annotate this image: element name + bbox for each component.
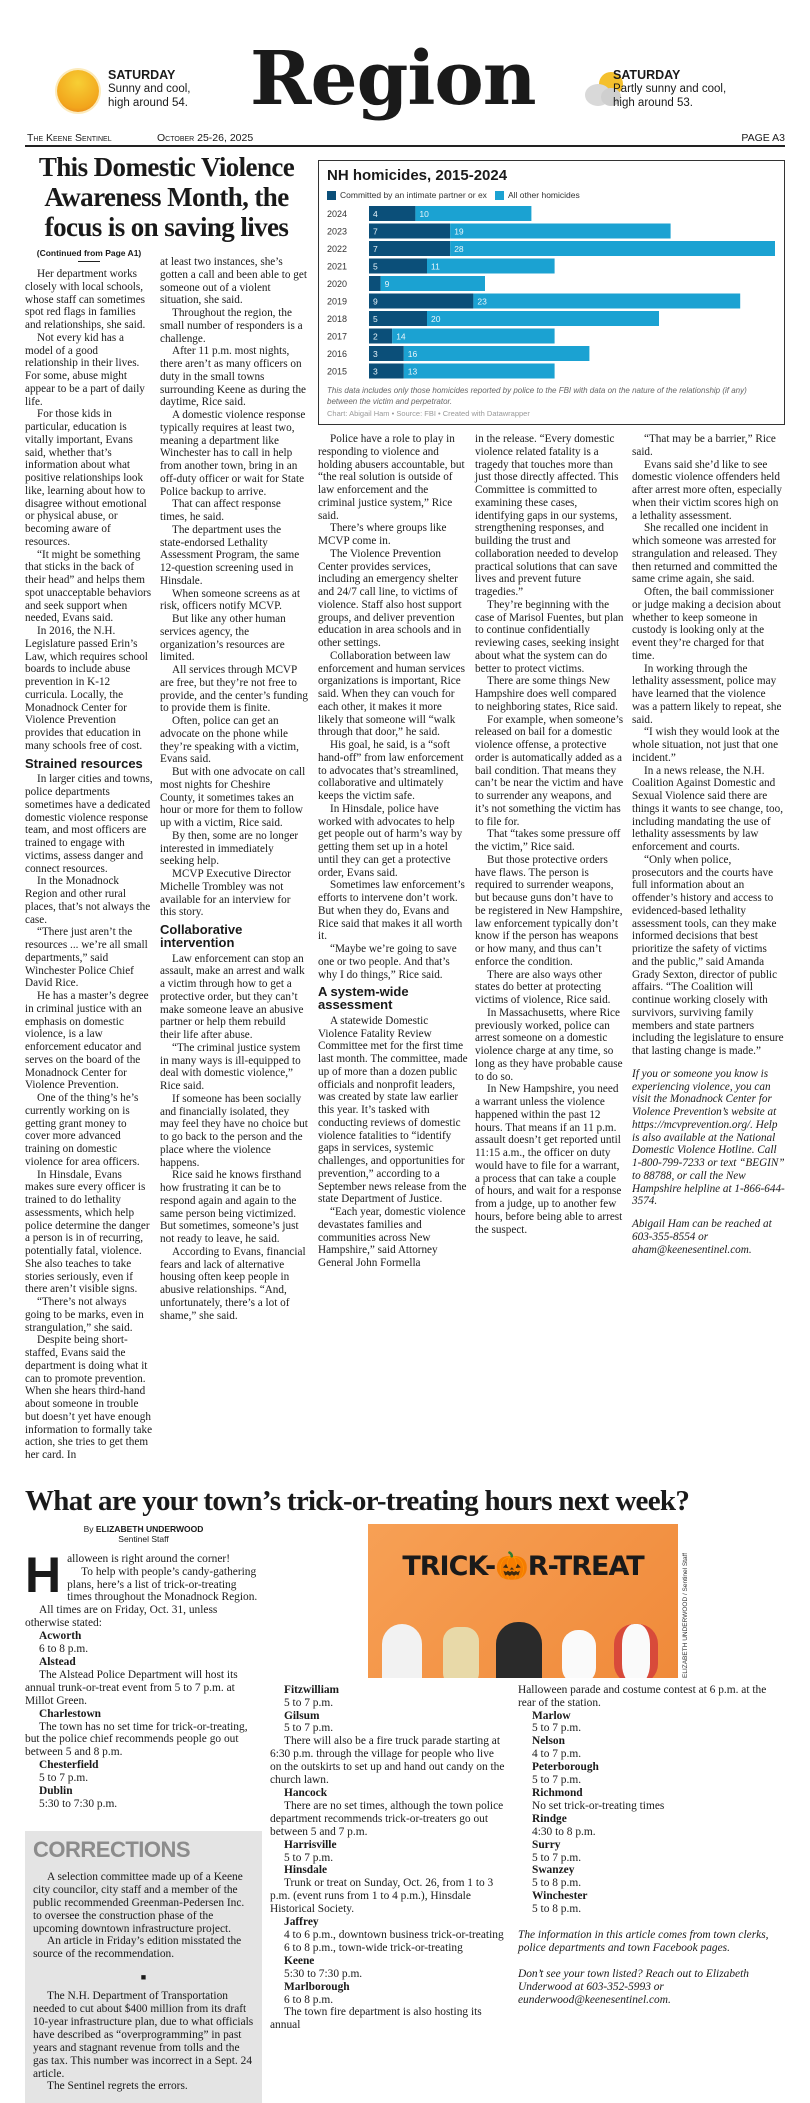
paragraph: They’re beginning with the case of Marisol Fuentes, but plan to continue confidentially reviewing cases, seeking insight about what the system can do better to protect victims. — [475, 598, 624, 675]
reaper-figure — [496, 1622, 542, 1678]
bar-intimate-partner — [369, 276, 381, 291]
paragraph: There are also ways other states do better at protecting victims of violence, Rice said. — [475, 968, 611, 1006]
bar-value-label: 3 — [373, 366, 378, 377]
town-name: Dublin — [39, 1785, 73, 1798]
town-hours: 5 to 7 p.m. — [284, 1851, 334, 1864]
town-name: Keene — [284, 1954, 315, 1967]
story2-headline: What are your town’s trick-or-treating hours next week? — [25, 1484, 690, 1517]
story2-col-3 — [518, 1684, 785, 2007]
town-hours: 5 to 7 p.m. — [532, 1851, 582, 1864]
bar-value-label: 5 — [373, 314, 378, 324]
paragraph: in the release. “Every domestic violence related fatality is a tragedy that touches more than just those directly affected. This Committee is committed to examining these cases, identifying gaps in our systems, strengthening responses, and building the trust and collaboration needed to develop practical solutions that can save lives and prevent future tragedies.” — [475, 433, 619, 598]
paragraph: In a news release, the N.H. Coalition Against Domestic and Sexual Violence said there are things it wants to see change, too, including mandating the use of lethality assessments by law enforcement and courts. — [632, 764, 784, 853]
byline — [25, 1524, 262, 1545]
year-tick-label: 2019 — [327, 296, 348, 307]
bar-value-label: 9 — [384, 279, 390, 289]
chart-note: This data includes only those homicides reported by police to the FBI with data on the nature of the relationship (if any) between the victim and perpetrator. — [327, 386, 747, 406]
town-hours: The Alstead Police Department will host its annual trunk-or-treat event from 5 to 7 p.m. at Millot Green. — [25, 1668, 238, 1707]
chart-legend — [327, 190, 776, 200]
story-col-4 — [475, 433, 625, 1236]
ghost-figure — [382, 1624, 422, 1678]
weather-high: high around 54. — [108, 97, 188, 109]
paragraph: A statewide Domestic Violence Fatality Review Committee met for the first time last month. The committee, made up of more than a dozen public officials and nonprofit leaders, was created by state law earlier this year. It’s tasked with conducting reviews of domestic violence fatalities to “identify gaps in services, systemic challenges, and opportunities for prevention,” according to a September news release from the state Department of Justice. — [318, 1014, 468, 1206]
paragraph: Often, the bail commissioner or judge making a decision about whether to keep someone in custody is looking only at the event they’re charged for that time. — [632, 586, 781, 662]
paragraph: The department uses the state-endorsed Lethality Assessment Program, the same 12-question screening used in Hinsdale. — [160, 523, 300, 587]
paragraph: According to Evans, financial fears and lack of alternative housing often keep people in abusive relationships. “And, unfortunately, there’s a lot of shame,” she said. — [160, 1245, 306, 1322]
issue-date: October 25-26, 2025 — [157, 132, 254, 144]
year-tick-label: 2020 — [327, 279, 348, 289]
town-hours: No set trick-or-treating times — [532, 1799, 665, 1812]
header-rule — [25, 145, 785, 147]
town-hours: 5 to 7 p.m. — [532, 1774, 582, 1787]
paragraph: In the Monadnock Region and other rural places, that’s not always the case. — [25, 875, 151, 926]
town-hours: 6 to 8 p.m., town-wide trick-or-treating — [284, 1941, 463, 1954]
year-tick-label: 2021 — [327, 261, 348, 272]
town-name: Marlow — [532, 1709, 571, 1722]
town-hours: 5 to 7 p.m. — [284, 1722, 334, 1735]
paper-name: The Keene Sentinel — [27, 132, 112, 144]
story2-col-2 — [270, 1684, 508, 2032]
year-tick-label: 2016 — [327, 349, 348, 359]
paragraph: Throughout the region, the small number of responders is a challenge. — [160, 307, 303, 345]
year-tick-label: 2023 — [327, 226, 348, 237]
drop-cap: H — [25, 1546, 62, 1603]
story-col-5 — [632, 433, 785, 1256]
bar-value-label: 10 — [419, 209, 429, 219]
intro-2: To help with people’s candy-gathering plans, here’s a list of trick-or-treating times throughout the Monadnock Region. — [67, 1565, 258, 1604]
town-hours: There are no set times, although the town police department recommends trick-or-treaters go out between 5 and 7 p.m. — [270, 1799, 504, 1838]
trick-or-treat-illustration — [368, 1524, 678, 1678]
bar-value-label: 5 — [373, 261, 378, 272]
homicides-chart — [318, 160, 785, 425]
town-continued: Halloween parade and costume contest at 6 p.m. at the rear of the station. — [518, 1683, 767, 1709]
town-name: Jaffrey — [284, 1916, 319, 1929]
bar-value-label: 23 — [477, 296, 487, 307]
illustration-lettering: TRICK-🎃R-TREAT — [402, 1550, 644, 1582]
town-hours: There will also be a fire truck parade starting at 6:30 p.m. through the village for people who live on the outskirts to set up and hand out candy on the church lawn. — [270, 1735, 505, 1787]
legend-label-other: All other homicides — [507, 190, 580, 200]
story-headline: This Domestic Violence Awareness Month, the focus is on saving lives — [38, 152, 295, 242]
year-tick-label: 2017 — [327, 331, 348, 342]
paragraph: But with one advocate on call most nights for Cheshire County, it sometimes takes an hour or more for them to follow up with a victim, Rice said. — [160, 766, 306, 829]
subheading: A system-wide assessment — [318, 984, 409, 1012]
town-hours: 5:30 to 7:30 p.m. — [284, 1967, 363, 1980]
paragraph: Rice said he knows firsthand how frustrating it can be to respond again and again to the same person being victimized. But sometimes, someone’s just not ready to leave, he said. — [160, 1169, 302, 1245]
weather-high: high around 53. — [613, 97, 693, 109]
town-name: Hinsdale — [284, 1864, 328, 1877]
paragraph: All services through MCVP are free, but they’re not free to provide, and the center’s funding to provide them is finite. — [160, 664, 308, 715]
chart-credit: Chart: Abigail Ham • Source: FBI • Created with Datawrapper — [327, 409, 530, 418]
subheading: Strained resources — [25, 755, 143, 771]
paragraph: The Violence Prevention Center provides services, including an emergency shelter and 24/7 call line, to victims of violence. Staff also host support groups, and deliver prevention education in area schools and in other settings. — [318, 547, 462, 649]
story1 — [25, 150, 785, 1462]
paragraph: Police have a role to play in responding to violence and holding abusers accountable, but “the real solution is outside of law enforcement and the criminal justice system,” Rice said. — [318, 433, 465, 522]
town-name: Chesterfield — [39, 1759, 99, 1772]
town-name: Peterborough — [532, 1761, 599, 1774]
town-hours: The town fire department is also hosting its annual — [270, 2006, 482, 2032]
weather-left — [108, 68, 190, 110]
town-hours: 5:30 to 7:30 p.m. — [39, 1797, 118, 1810]
paragraph: Often, police can get an advocate on the phone while they’re speaking with a victim, Evans said. — [160, 715, 299, 766]
paragraph: There’s where groups like MCVP come in. — [318, 522, 447, 547]
paragraph: Abigail Ham can be reached at 603-355-8554 or aham@keenesentinel.com. — [632, 1218, 772, 1256]
subheading: Collaborative intervention — [160, 922, 243, 950]
paragraph: When someone screens as at risk, officers notify MCVP. — [160, 587, 300, 613]
clown-figure — [614, 1624, 658, 1678]
bar-value-label: 16 — [407, 349, 418, 359]
town-name: Fitzwilliam — [284, 1683, 340, 1696]
paragraph: She recalled one incident in which someone was arrested for strangulation and released. They then returned and committed the same crime again, she said. — [632, 522, 778, 586]
town-hours: 4 to 7 p.m. — [532, 1748, 582, 1761]
chart-plot — [327, 204, 777, 384]
byline-prefix: By — [83, 1523, 94, 1534]
bar-other-homicides — [381, 276, 485, 291]
intro-1: alloween is right around the corner! — [67, 1552, 230, 1565]
bar-value-label: 13 — [407, 366, 418, 377]
paragraph: “The criminal justice system in many ways is ill-equipped to deal with domestic violence,” Rice said. — [160, 1041, 301, 1092]
story-col-2 — [160, 256, 308, 1322]
bar-value-label: 7 — [373, 244, 378, 254]
year-tick-label: 2024 — [327, 209, 348, 219]
town-name: Swanzey — [532, 1864, 575, 1877]
paragraph: For those kids in particular, education is vitally important, Evans said, whether that’s information about what positive relationships look like, learning about how to disagree without emotional or physical abuse, or becoming aware of resources. — [25, 408, 147, 548]
corrections-title: CORRECTIONS — [33, 1836, 191, 1862]
town-name: Richmond — [532, 1787, 583, 1799]
paragraph: Despite being short-staffed, Evans said the department is doing what it can to promote prevention. When she hears third-hand about someone in trouble but doesn’t yet have enough information to formally take action, she tries to get them her card. In — [25, 1334, 153, 1461]
continued-note: (Continued from Page A1) — [25, 248, 153, 262]
bar-other-homicides — [392, 329, 554, 344]
correction-text: An article in Friday’s edition misstated the source of the recommendation. — [33, 1935, 242, 1961]
paragraph: “There just aren’t the resources ... we’re all small departments,” said Winchester Police Chief David Rice. — [25, 926, 148, 990]
bar-value-label: 19 — [454, 226, 464, 237]
legend-swatch-intimate — [327, 191, 336, 200]
mummy-figure — [443, 1627, 479, 1678]
paragraph: That can affect response times, he said. — [160, 498, 281, 523]
paragraph: In working through the lethality assessment, police may have learned that the violence was a pattern likely to repeat, she said. — [632, 662, 782, 726]
byline-author: ELIZABETH UNDERWOOD — [95, 1523, 204, 1534]
weather-day: SATURDAY — [613, 68, 681, 82]
chart-title: NH homicides, 2015-2024 — [327, 167, 508, 184]
bar-value-label: 20 — [431, 314, 441, 324]
bar-other-homicides — [415, 206, 531, 221]
town-name: Surry — [532, 1838, 561, 1851]
town-name: Nelson — [532, 1735, 565, 1748]
photo-credit: ELIZABETH UNDERWOOD / Sentinel Staff — [682, 1552, 689, 1678]
year-tick-label: 2018 — [327, 314, 348, 324]
sun-icon — [57, 70, 99, 112]
paragraph: A domestic violence response typically requires at least two, meaning a department like Winchester has to call in help from another town, bring in an off-duty officer or wait for State Police backup to arrive. — [160, 409, 306, 498]
byline-role: Sentinel Staff — [118, 1534, 169, 1545]
bar-value-label: 11 — [431, 261, 440, 272]
paragraph: “That may be a barrier,” Rice said. — [632, 433, 776, 458]
paragraph: “I wish they would look at the whole situation, not just that one incident.” — [632, 726, 780, 764]
paragraph: In 2016, the N.H. Legislature passed Erin’s Law, which requires school boards to include abuse prevention in K-12 curricula. Locally, the Monadnock Center for Violence Prevention provides that education in many schools free of cost. — [25, 625, 148, 752]
paragraph: But those protective orders have flaws. The person is required to surrender weapons, but because guns don’t have to be registered in New Hampshire, law enforcement typically don’t know if the person has weapons or how many, and thus can’t enforce the condition. — [475, 853, 623, 968]
bar-other-homicides — [404, 364, 555, 379]
paragraph: But like any other human services agency, the organization’s resources are limited. — [160, 613, 286, 664]
page-number: PAGE A3 — [741, 132, 785, 144]
paragraph: He has a master’s degree in criminal justice with an emphasis on domestic violence, is a law enforcement educator and serves on the board of the Monadnock Center for Violence Prevention. — [25, 990, 149, 1092]
town-hours: 4:30 to 8 p.m. — [532, 1825, 596, 1838]
paragraph: Her department works closely with local schools, whose staff can sometimes spot red flags in families and relationships, she said. — [25, 268, 146, 331]
bar-value-label: 14 — [396, 331, 406, 342]
bar-value-label: 4 — [373, 209, 378, 219]
paragraph: In Hinsdale, police have worked with advocates to help get people out of harm’s way by getting them set up in a hotel until they can get a protective order, Evans said. — [318, 802, 463, 879]
bar-value-label: 28 — [454, 244, 464, 254]
correction-text: A selection committee made up of a Keene city councilor, city staff and a member of the public recommended Greenman-Pedersen Inc. to oversee the construction phase of the upcoming downtown infrastructure project. — [33, 1870, 245, 1935]
paragraph: If you or someone you know is experiencing violence, you can visit the Monadnock Center for Violence Prevention’s website at https://mcvprevention.org/. Help is also available at the National Domestic Violence Hotline. Call 1-800-799-7233 or text “BEGIN” to 88788, or call the New Hampshire helpline at 1-866-644-3574. — [632, 1067, 785, 1208]
town-hours: 5 to 8 p.m. — [532, 1877, 582, 1890]
town-name: Alstead — [39, 1656, 76, 1668]
paragraph: By then, some are no longer interested in immediately seeking help. — [160, 829, 299, 868]
correction-text: The Sentinel regrets the errors. — [47, 2080, 188, 2093]
bar-value-label: 9 — [373, 296, 378, 307]
paragraph: That “takes some pressure off the victim,” Rice said. — [475, 828, 621, 853]
town-name: Charlestown — [39, 1707, 102, 1720]
paragraph: Evans said she’d like to see domestic violence offenders held after arrest more often, especially when their victim scores high on a lethality assessment. — [632, 458, 783, 522]
town-hours: The town has no set time for trick-or-treating, but the police chief recommends people go out between 5 and 8 p.m. — [25, 1720, 248, 1759]
town-hours: 5 to 7 p.m. — [532, 1722, 582, 1735]
year-tick-label: 2015 — [327, 366, 348, 377]
legend-label-intimate: Committed by an intimate partner or ex — [340, 190, 487, 200]
paragraph: There are some things New Hampshire does well compared to neighboring states, Rice said. — [475, 675, 618, 713]
paragraph: Law enforcement can stop an assault, make an arrest and walk a victim through how to get a protective order, but they can’t make someone leave an abusive partner or help them rebuild their life after abuse. — [160, 952, 305, 1041]
town-name: Winchester — [532, 1890, 588, 1903]
paragraph: Collaboration between law enforcement and human services organizations is important, Rice said. When they can vouch for each other, it makes it more likely that someone will “walk through that door,” he said. — [318, 649, 465, 739]
town-name: Rindge — [532, 1812, 567, 1825]
paragraph: If someone has been socially and financially isolated, they may feel they have no choice but to go back to the person and the place where the violence happens. — [160, 1092, 308, 1169]
bar-value-label: 3 — [373, 349, 378, 359]
section-title: Region — [250, 36, 536, 122]
paragraph: “Each year, domestic violence devastates families and communities across New Hampshire,” said Attorney General John Formella — [318, 1206, 466, 1269]
paragraph: MCVP Executive Director Michelle Trombley was not available for an interview for this story. — [160, 868, 291, 919]
story2-col-1 — [25, 1524, 262, 2103]
bar-other-homicides — [427, 311, 659, 326]
correction-text: The N.H. Department of Transportation needed to cut about $400 million from its draft 10-year infrastructure plan, due to what officials have described as “overprogramming” in past years and stagnant revenue from tolls and the gas tax. This number was incorrect in a Sept. 24 article. — [33, 1990, 254, 2080]
paragraph: In Massachusetts, where Rice previously worked, police can arrest someone on a domestic violence charge at any time, so long as they have probable cause to do so. — [475, 1006, 623, 1083]
paragraph: “There’s not always going to be marks, even in strangulation,” she said. — [25, 1296, 144, 1334]
paragraph: “It might be something that sticks in the back of their head” and helps them spot unacceptable behaviors and seek support when needed, Evans said. — [25, 548, 152, 625]
bar-intimate-partner — [369, 294, 473, 309]
article-note: The information in this article comes from town clerks, police departments and town Facebook pages. — [518, 1929, 769, 1954]
legend-swatch-other — [495, 191, 504, 200]
town-hours: 6 to 8 p.m. — [39, 1643, 89, 1656]
paragraph: In Hinsdale, Evans makes sure every officer is trained to do lethality assessments, which help police determine the danger a person is in of recurring, potentially fatal, violence. She also teaches to take stories seriously, even if there aren’t visible signs. — [25, 1168, 150, 1296]
contact-note: Don’t see your town listed? Reach out to Elizabeth Underwood at 603-352-5993 or eunderwood@keenesentinel.com. — [518, 1967, 749, 2006]
intro-3: All times are on Friday, Oct. 31, unless otherwise stated: — [25, 1604, 218, 1630]
bar-other-homicides — [450, 224, 670, 239]
town-name: Hancock — [284, 1787, 328, 1799]
bar-value-label: 2 — [373, 331, 378, 342]
paragraph: Not every kid has a model of a good relationship in their lives. For some, abuse might appear to be a part of daily life. — [25, 331, 145, 408]
town-hours: 5 to 8 p.m. — [532, 1903, 582, 1916]
year-tick-label: 2022 — [327, 244, 348, 254]
weather-forecast: Partly sunny and cool, — [613, 83, 727, 95]
town-hours: 5 to 7 p.m. — [39, 1772, 89, 1785]
story-col-3 — [318, 433, 468, 1270]
town-hours: 5 to 7 p.m. — [284, 1696, 334, 1709]
paragraph: In larger cities and towns, police departments sometimes have a dedicated domestic violence response team, and most officers are trained to engage with victims, assess danger and connect resources. — [25, 773, 153, 875]
skeleton-figure — [562, 1630, 596, 1678]
corrections-box — [25, 1831, 262, 2103]
bar-intimate-partner — [369, 241, 450, 256]
paragraph: After 11 p.m. most nights, there aren’t as many officers on duty in the small towns surrounding Keene as during the daytime, Rice said. — [160, 345, 307, 409]
bar-other-homicides — [473, 294, 740, 309]
town-hours: 4 to 6 p.m., downtown business trick-or-treating — [284, 1928, 504, 1941]
weather-day: SATURDAY — [108, 68, 176, 82]
story2 — [25, 1484, 785, 2103]
paragraph: “Only when police, prosecutors and the courts have full information about an offender’s history and access to evidenced-based lethality assessment tools, can they make informed decisions that best prioritize the safety of victims and the public,” said Amanda Grady Sexton, director of public affairs. “The Coalition will continue working closely with survivors, surviving family members and state partners including the legislature to ensure that lasting change is made.” — [632, 853, 784, 1057]
bar-value-label: 7 — [373, 226, 378, 237]
town-name: Gilsum — [284, 1709, 320, 1722]
town-name: Marlborough — [284, 1980, 350, 1993]
paragraph: at least two instances, she’s gotten a call and been able to get someone out of a violent situation, she said. — [160, 256, 307, 307]
paragraph: Sometimes law enforcement’s efforts to intervene don’t work. But when they do, Evans and Rice said that makes it all worth it. — [318, 879, 465, 943]
paragraph: In New Hampshire, you need a warrant unless the violence happened within the past 12 hours. That means if an 11 p.m. assault doesn’t get reported until 11:15 a.m., the officer on duty would have to file for a warrant, a process that can take a couple of hours, and wait for a response from a judge, up to another few hours, before being able to arrest the suspect. — [475, 1083, 623, 1236]
paragraph: One of the thing’s he’s currently working on is getting grant money to cover more advanced training on domestic violence for area officers. — [25, 1092, 140, 1168]
separator-square: ■ — [140, 1972, 147, 1983]
town-name: Acworth — [39, 1630, 82, 1643]
bar-other-homicides — [427, 259, 555, 274]
paragraph: “Maybe we’re going to save one or two people. And that’s why I do things,” Rice said. — [318, 943, 457, 981]
bar-other-homicides — [404, 346, 590, 361]
weather-right — [613, 68, 726, 110]
town-hours: Trunk or treat on Sunday, Oct. 26, from 1 to 3 p.m. (event runs from 1 to 4 p.m.), Hinsdale Historical Society. — [270, 1877, 494, 1916]
paragraph: For example, when someone’s released on bail for a domestic violence offense, a protective order is automatically added as a bail condition. That means they can’t be near the victim and have to surrender any weapons, and it’s not something the victim has to file for. — [475, 713, 624, 828]
town-name: Harrisville — [284, 1838, 337, 1851]
bar-intimate-partner — [369, 224, 450, 239]
town-hours: 6 to 8 p.m. — [284, 1993, 334, 2006]
weather-forecast: Sunny and cool, — [108, 83, 191, 95]
bar-other-homicides — [450, 241, 775, 256]
paragraph: His goal, he said, is a “soft hand-off” from law enforcement to advocates that’s streamlined, collaborative and ultimately keeps the victim safe. — [318, 739, 464, 802]
story-col-1 — [25, 248, 153, 1462]
